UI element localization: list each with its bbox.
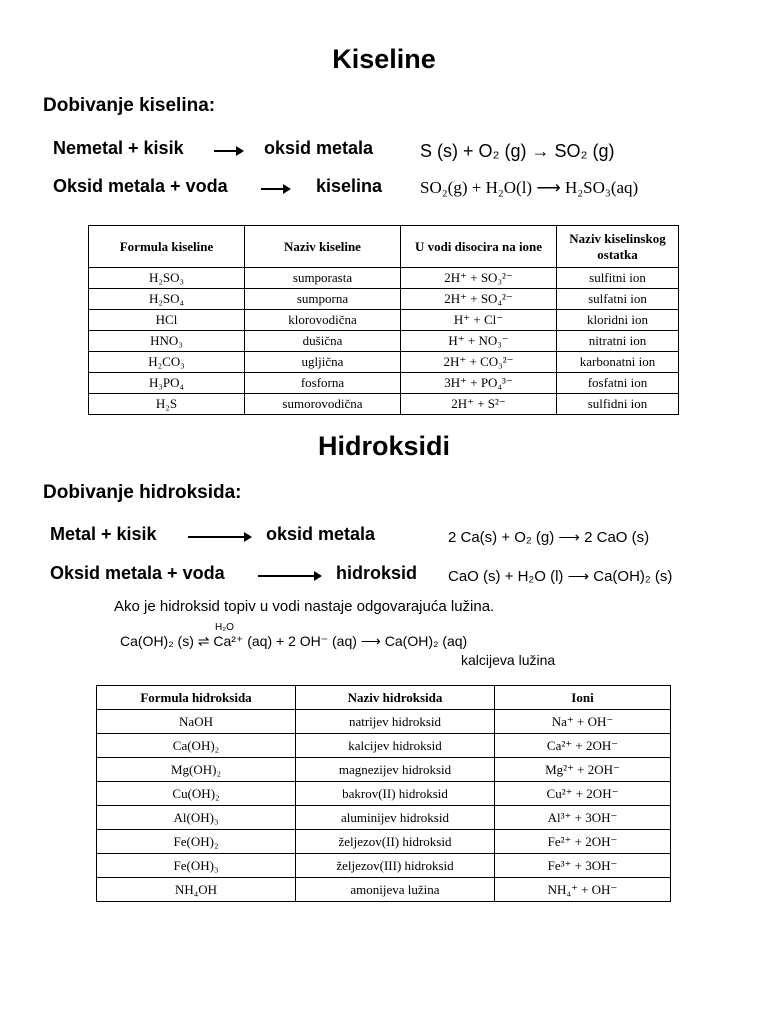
table-header: Naziv kiseline (245, 226, 401, 268)
kiseline-row1-right: oksid metala (264, 138, 374, 158)
table-header: Naziv kiselinskog ostatka (557, 226, 679, 268)
kiseline-row2-right: kiselina (316, 176, 383, 196)
cell-name: željezov(II) hidroksid (296, 830, 495, 854)
table-row (97, 734, 671, 758)
cell-residue: sulfatni ion (557, 289, 679, 310)
cell-formula: H₂SO₃ (89, 268, 245, 289)
dissociation-caption: kalcijeva lužina (461, 652, 556, 668)
table-header: Formula kiseline (89, 226, 245, 268)
cell-formula: Fe(OH)₃ (97, 854, 296, 878)
cell-formula: Ca(OH)₂ (97, 734, 296, 758)
cell-ions: 3H⁺ + PO₄³⁻ (401, 373, 557, 394)
hidroksidi-row2-right: hidroksid (336, 563, 418, 583)
cell-ions: 2H⁺ + S²⁻ (401, 394, 557, 415)
cell-name: sumporna (245, 289, 401, 310)
table-row (97, 830, 671, 854)
arrow-icon (188, 536, 250, 538)
hidroksidi-row1-left: Metal + kisik (50, 524, 157, 544)
cell-ions: H⁺ + NO₃⁻ (401, 331, 557, 352)
kiseline-row1-equation: S (s) + O₂ (g) → SO₂ (g) (420, 141, 615, 161)
cell-residue: karbonatni ion (557, 352, 679, 373)
table-row (89, 373, 679, 394)
table-row (97, 782, 671, 806)
table-row (89, 289, 679, 310)
cell-formula: H₂S (89, 394, 245, 415)
kiseline-table (88, 225, 679, 415)
dissociation-equation: Ca(OH)₂ (s) ⇌ Ca²⁺ (aq) + 2 OH⁻ (aq) ⟶ Ca(OH)₂ (aq) (120, 633, 468, 649)
cell-name: kalcijev hidroksid (296, 734, 495, 758)
cell-formula: HNO₃ (89, 331, 245, 352)
cell-ions: Fe²⁺ + 2OH⁻ (495, 830, 671, 854)
hidroksidi-table (96, 685, 671, 902)
table-row (97, 878, 671, 902)
hidroksidi-row2-equation: CaO (s) + H₂O (l) ⟶ Ca(OH)₂ (s) (448, 568, 673, 585)
kiseline-row2-equation: SO₂(g) + H₂O(l) ⟶ H₂SO₃(aq) (420, 178, 639, 197)
table-row (97, 758, 671, 782)
cell-ions: Fe³⁺ + 3OH⁻ (495, 854, 671, 878)
hidroksidi-title: Hidroksidi (317, 431, 451, 461)
cell-residue: sulfitni ion (557, 268, 679, 289)
cell-ions: 2H⁺ + CO₃²⁻ (401, 352, 557, 373)
hidroksidi-note: Ako je hidroksid topiv u vodi nastaje odgovarajuća lužina. (114, 598, 495, 615)
table-header: U vodi disocira na ione (401, 226, 557, 268)
kiseline-row2-left: Oksid metala + voda (53, 176, 228, 196)
cell-name: aluminijev hidroksid (296, 806, 495, 830)
cell-ions: Ca²⁺ + 2OH⁻ (495, 734, 671, 758)
cell-name: ugljična (245, 352, 401, 373)
table-row (89, 268, 679, 289)
table-row (89, 394, 679, 415)
over-arrow-label: H₂O (215, 622, 234, 633)
arrow-icon (258, 575, 320, 577)
cell-name: sumporasta (245, 268, 401, 289)
cell-formula: H₂SO₄ (89, 289, 245, 310)
table-row (89, 352, 679, 373)
cell-name: natrijev hidroksid (296, 710, 495, 734)
cell-formula: Mg(OH)₂ (97, 758, 296, 782)
cell-formula: HCl (89, 310, 245, 331)
hidroksidi-row1-equation: 2 Ca(s) + O₂ (g) ⟶ 2 CaO (s) (448, 529, 650, 546)
cell-formula: NH₄OH (97, 878, 296, 902)
table-row (89, 310, 679, 331)
cell-residue: nitratni ion (557, 331, 679, 352)
cell-ions: H⁺ + Cl⁻ (401, 310, 557, 331)
cell-ions: NH₄⁺ + OH⁻ (495, 878, 671, 902)
cell-formula: Cu(OH)₂ (97, 782, 296, 806)
cell-name: sumorovodična (245, 394, 401, 415)
table-header: Naziv hidroksida (296, 686, 495, 710)
cell-formula: H₃PO₄ (89, 373, 245, 394)
kiseline-subtitle: Dobivanje kiselina: (43, 95, 216, 116)
table-row (97, 710, 671, 734)
cell-ions: Al³⁺ + 3OH⁻ (495, 806, 671, 830)
hidroksidi-row2-left: Oksid metala + voda (50, 563, 225, 583)
kiseline-title: Kiseline (332, 44, 436, 74)
kiseline-row1-left: Nemetal + kisik (53, 138, 184, 158)
cell-formula: Al(OH)₃ (97, 806, 296, 830)
arrow-icon (214, 150, 242, 152)
table-header: Ioni (495, 686, 671, 710)
cell-name: bakrov(II) hidroksid (296, 782, 495, 806)
cell-name: magnezijev hidroksid (296, 758, 495, 782)
cell-residue: sulfidni ion (557, 394, 679, 415)
table-row (97, 806, 671, 830)
cell-name: klorovodična (245, 310, 401, 331)
cell-residue: kloridni ion (557, 310, 679, 331)
cell-formula: H₂CO₃ (89, 352, 245, 373)
cell-formula: Fe(OH)₂ (97, 830, 296, 854)
cell-residue: fosfatni ion (557, 373, 679, 394)
cell-ions: Cu²⁺ + 2OH⁻ (495, 782, 671, 806)
cell-formula: NaOH (97, 710, 296, 734)
cell-name: dušična (245, 331, 401, 352)
cell-ions: Mg²⁺ + 2OH⁻ (495, 758, 671, 782)
hidroksidi-subtitle: Dobivanje hidroksida: (43, 482, 242, 503)
cell-ions: Na⁺ + OH⁻ (495, 710, 671, 734)
table-row (89, 331, 679, 352)
arrow-icon (261, 188, 289, 190)
hidroksidi-row1-right: oksid metala (266, 524, 376, 544)
cell-ions: 2H⁺ + SO₄²⁻ (401, 289, 557, 310)
cell-name: fosforna (245, 373, 401, 394)
cell-name: amonijeva lužina (296, 878, 495, 902)
cell-name: željezov(III) hidroksid (296, 854, 495, 878)
table-header: Formula hidroksida (97, 686, 296, 710)
table-row (97, 854, 671, 878)
cell-ions: 2H⁺ + SO₃²⁻ (401, 268, 557, 289)
